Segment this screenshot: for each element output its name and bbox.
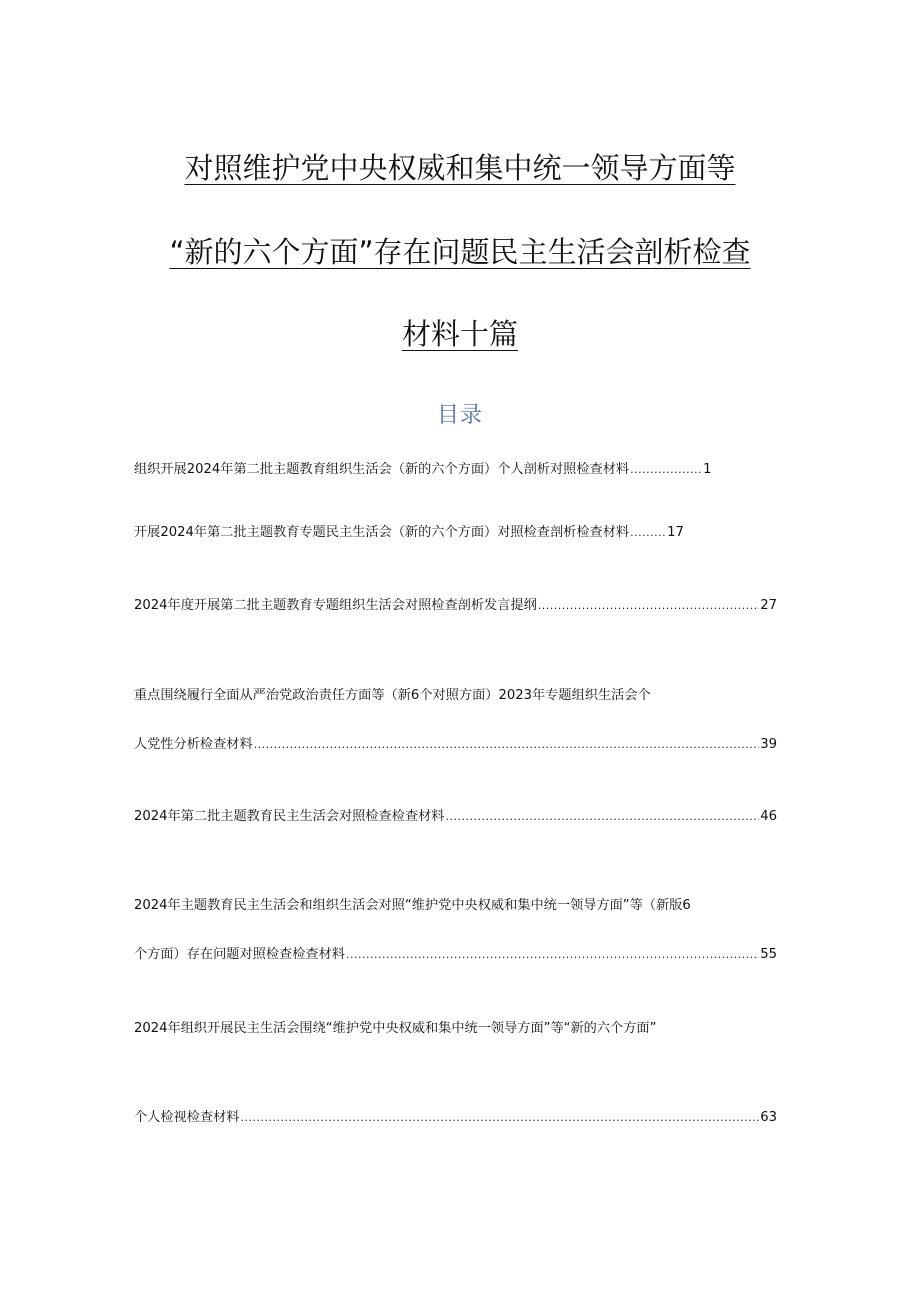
toc-entry-page: 63 [760, 1110, 777, 1125]
toc-leader-dots [538, 599, 759, 612]
title-line-2: “新的六个方面”存在问题民主生活会剖析检查 [169, 235, 751, 269]
toc-entry-line1: 2024年主题教育民主生活会和组织生活会对照“维护党中央权威和集中统一领导方面”等（新版6 [134, 898, 691, 913]
toc-entry[interactable] [134, 733, 777, 753]
toc-entry-page: 17 [667, 525, 684, 540]
toc-leader-dots [346, 948, 759, 961]
toc-entry[interactable] [134, 943, 777, 963]
toc-leader-dots [241, 1111, 760, 1124]
toc-entry-text: 2024年度开展第二批主题教育专题组织生活会对照检查剖析发言提纲 [134, 598, 537, 613]
title-line-3: 材料十篇 [401, 317, 518, 351]
title-line-1: 对照维护党中央权威和集中统一领导方面等 [184, 151, 736, 185]
toc-entry-text: 开展2024年第二批主题教育专题民主生活会（新的六个方面）对照检查剖析检查材料 [134, 525, 630, 540]
toc-leader-dots [630, 463, 702, 476]
toc-entry-text: 2024年第二批主题教育民主生活会对照检查检查材料 [134, 809, 445, 824]
toc-entry[interactable] [134, 521, 777, 541]
toc-entry-page: 46 [760, 809, 777, 824]
toc-heading: 目录 [436, 403, 483, 428]
toc-entry-page: 55 [760, 947, 777, 962]
toc-leader-dots [254, 738, 760, 751]
toc-entry-text: 组织开展2024年第二批主题教育组织生活会（新的六个方面）个人剖析对照检查材料 [134, 462, 630, 477]
toc-entry-line1: 重点围绕履行全面从严治党政治责任方面等（新6个对照方面）2023年专题组织生活会个 [134, 688, 651, 703]
toc-entry[interactable] [134, 805, 777, 825]
toc-leader-dots [630, 526, 666, 539]
toc-entry[interactable] [134, 458, 777, 478]
toc-entry[interactable] [134, 1106, 777, 1126]
toc-entry-page: 39 [760, 737, 777, 752]
toc-leader-dots [446, 810, 760, 823]
toc-entry-text: 个人检视检查材料 [134, 1110, 240, 1125]
toc-entry-text: 个方面）存在问题对照检查检查材料 [134, 947, 345, 962]
toc-entry-page: 1 [703, 462, 712, 477]
toc-entry-page: 27 [760, 598, 777, 613]
toc-entry[interactable] [134, 594, 777, 614]
toc-entry-text: 人党性分析检查材料 [134, 737, 253, 752]
toc-entry-line1: 2024年组织开展民主生活会围绕“维护党中央权威和集中统一领导方面”等“新的六个方面” [134, 1021, 657, 1036]
